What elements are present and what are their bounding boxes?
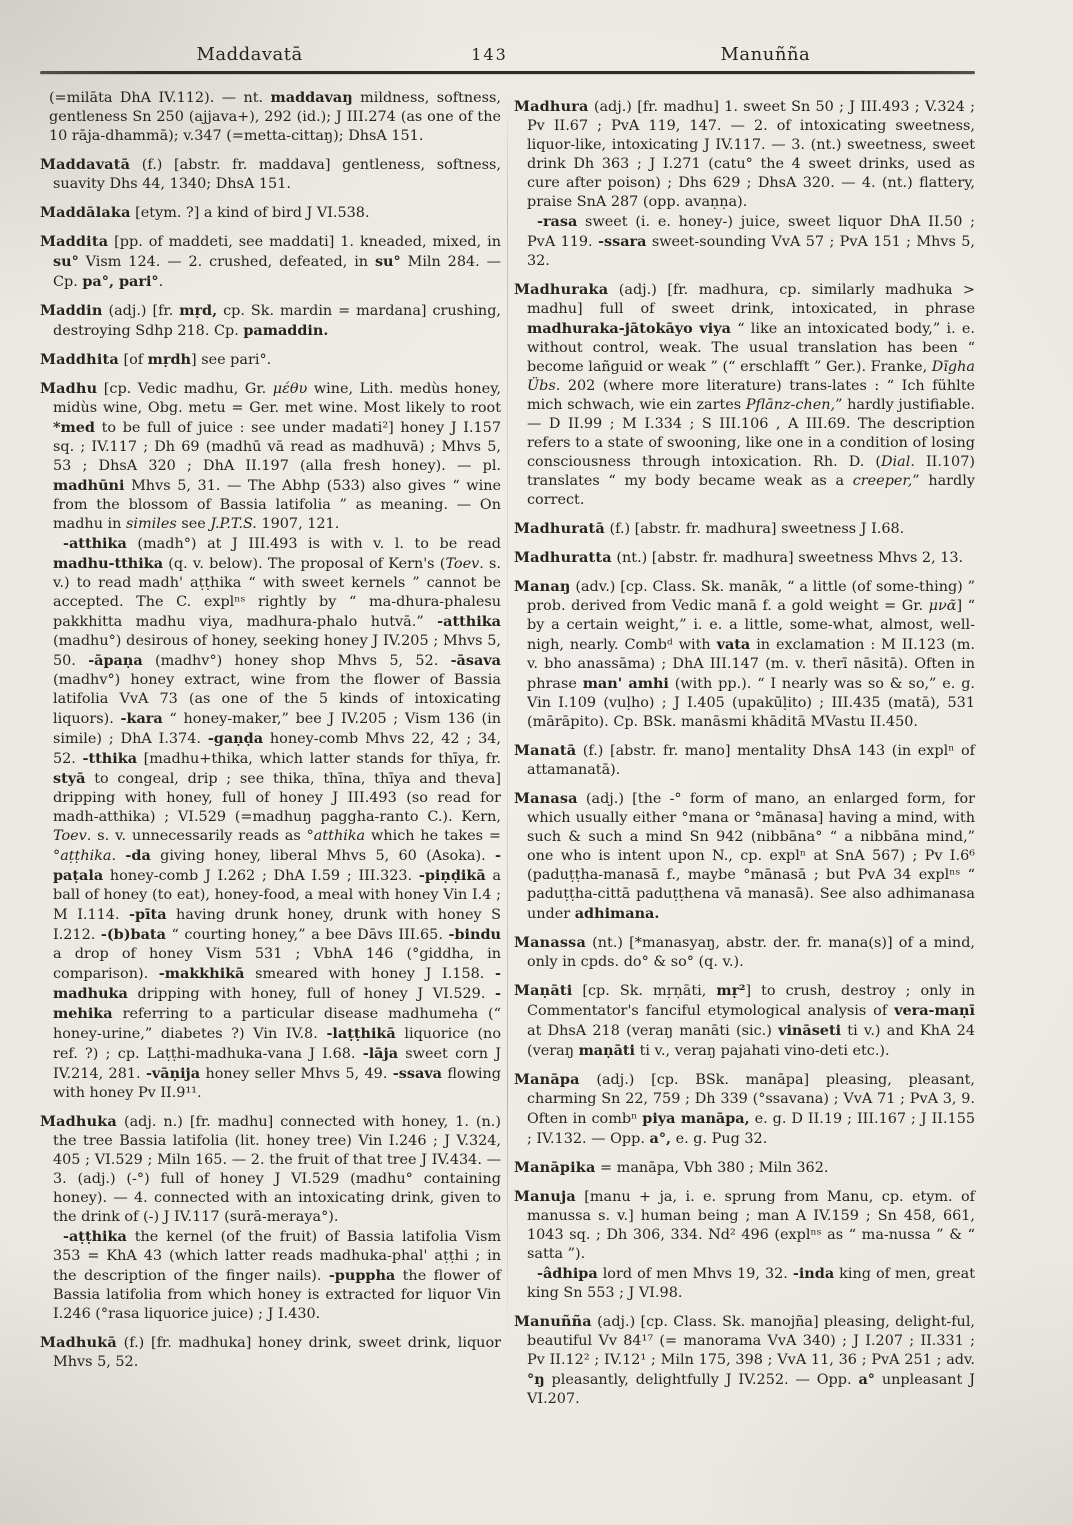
italic-text: Pflānz-chen,	[745, 397, 836, 413]
bold-text: -laṭṭhikā	[326, 1025, 396, 1042]
dictionary-entry	[40, 155, 501, 194]
bold-text: mṛd,	[179, 302, 218, 319]
entry-compound-list	[514, 212, 975, 271]
bold-text: -ssava	[392, 1065, 442, 1082]
column-right	[514, 88, 975, 1409]
bold-text: -āsava	[450, 652, 501, 669]
bold-text: -atthika	[63, 535, 127, 552]
plain-text: (adj. n.) [fr. madhu] connected with honey, 1. (n.) the tree Bassia latifolia (lit. honey tree) Vin I.246 ; J V.324, 405 ; VI.529 ; Miln 165. — 2. the fruit of that tree J IV.434. — 3. (adj.) (-°) full of honey J VI.529 (madhu° containing honey). — 4. connected with an intoxicating drink, given to the drink of (-) J IV.117 (surā-meraya°).	[53, 1114, 501, 1225]
plain-text: (with pp.). “ I nearly was so & so,” e. g. Vin I.109 (vuḷho) ; J I.405 (upakūḷito) ; III.435 (matā), 531 (mārāpito). Cp. BSk. manāsmi khāditā MVastu II.450.	[527, 676, 975, 730]
plain-text: (adj.) [fr. madhu] 1. sweet Sn 50 ; J III.493 ; V.324 ; Pv II.67 ; PvA 119, 147. — 2. of intoxicating sweetness, liquor-like, intoxicating J IV.117. — 3. (nt.) sweetness, sweet drink Dh 363 ; J I.271 (catu° the 4 sweet drinks, used as cure after poison) ; Dhs 629 ; DhsA 320. — 4. (nt.) flattery, praise SnA 287 (opp. avaṇṇa).	[527, 99, 975, 210]
entry-headword: Madhuraka	[514, 281, 609, 298]
bold-text: pamaddin.	[243, 322, 329, 339]
entry-headword: Maddin	[40, 302, 103, 319]
entry-compound-list	[40, 1227, 501, 1324]
entry-headword: Maṇāti	[514, 982, 573, 999]
italic-text: Dial.	[881, 454, 915, 470]
entry-headword: Maddita	[40, 233, 109, 250]
plain-text: ] to crush, destroy ; only in Commentator's fanciful etymological analysis of	[527, 983, 975, 1019]
italic-text: Dīgha Übs.	[527, 359, 975, 394]
dictionary-entry	[40, 203, 501, 223]
plain-text: Mhvs 5, 31. — The Abhp (533) also gives “ wine from the blossom of Bassia latifolia ” as meaning. — On madhu in	[53, 478, 501, 532]
italic-text: μέθυ	[272, 381, 308, 397]
plain-text: liquorice (no ref. ?) ; cp. Laṭṭhi-madhuka-vana J I.68.	[53, 1026, 501, 1062]
plain-text: ti v.) and KhA 24 (veraŋ	[527, 1023, 975, 1059]
plain-text: (nt.) [abstr. fr. madhura] sweetness Mhvs 2, 13.	[611, 550, 964, 566]
plain-text: which he takes =	[365, 828, 501, 844]
plain-text: Vism 124. — 2. crushed, defeated, in	[78, 254, 375, 270]
text-columns	[40, 88, 975, 1409]
plain-text: .	[158, 274, 164, 290]
plain-text: (f.) [abstr. fr. mano] mentality DhsA 143 (in explⁿ of attamanatā).	[527, 743, 975, 778]
dictionary-entry	[514, 548, 975, 568]
bold-text: -bindu	[448, 926, 501, 943]
plain-text: see	[176, 516, 211, 532]
plain-text: [cp. Sk. mṛṇāti,	[572, 983, 717, 999]
plain-text: a ball of honey (to eat), honey-food, a meal with honey Vin I.4 ; M I.114.	[53, 868, 502, 923]
dictionary-entry	[40, 1112, 501, 1227]
bold-text: -vāṇija	[145, 1065, 201, 1082]
plain-text: ” hardly justifiable. — D II.99 ; M I.334 ; S III.106 , A III.69. The description refers to a state of swooning, like one in a condition of losing consciousness through intoxication. Rh. D. (	[527, 397, 975, 470]
plain-text: wine, Lith. medùs honey, midùs wine, Obg. metu = Ger. met wine. Most likely to root	[53, 381, 501, 416]
plain-text: .	[111, 848, 126, 864]
entry-compound-list	[40, 534, 501, 1103]
entry-headword: Manaŋ	[514, 578, 571, 595]
dictionary-entry	[40, 232, 501, 292]
bold-text: -ssara	[598, 233, 647, 250]
entry-headword: Madhuratta	[514, 549, 612, 566]
dictionary-entry	[40, 301, 501, 341]
bold-text: adhimana.	[574, 905, 660, 922]
dictionary-entry	[514, 1158, 975, 1178]
plain-text: (madhv°) honey extract, wine from the flower of Bassia latifolia VvA 73 (as one of the 5 kinds of intoxicating liquors).	[53, 672, 501, 727]
plain-text: (f.) [abstr. fr. maddava] gentleness, softness, suavity Dhs 44, 1340; DhsA 151.	[53, 157, 501, 192]
plain-text: . s. v. unnecessarily reads as	[86, 828, 307, 844]
plain-text: sweet corn J IV.214, 281.	[53, 1046, 501, 1082]
plain-text: (madhv°) honey shop Mhvs 5, 52.	[142, 653, 451, 669]
plain-text: referring to a particular disease madhumeha (“ honey-urine,” diabetes ?) Vin IV.8.	[53, 1006, 501, 1042]
bold-text: -tthika	[82, 750, 138, 767]
plain-text: smeared with honey J I.158.	[244, 966, 495, 982]
plain-text: II.107) translates “ my body became weak as a	[527, 454, 975, 489]
bold-text: su°	[374, 253, 401, 270]
bold-text: madhuraka-jātokāyo viya	[527, 320, 731, 337]
bold-text: mṛdh	[147, 351, 191, 368]
plain-text: ti v., veraŋ pajahati vino-deti etc.).	[635, 1043, 890, 1059]
plain-text: honey seller Mhvs 5, 49.	[200, 1066, 393, 1082]
bold-text: -puppha	[328, 1267, 396, 1284]
bold-text: styā	[53, 770, 86, 787]
bold-text: -madhuka	[53, 965, 501, 1002]
entry-headword: Maddhita	[40, 351, 119, 368]
bold-text: -paṭala	[53, 847, 501, 884]
bold-text: su°	[53, 253, 79, 270]
page-content	[40, 0, 975, 1409]
dictionary-entry	[40, 350, 501, 370]
plain-text: 1907, 121.	[256, 516, 340, 532]
plain-text: king of men, great king Sn 553 ; J VI.98.	[527, 1266, 975, 1301]
plain-text: (f.) [fr. madhuka] honey drink, sweet drink, liquor Mhvs 5, 52.	[53, 1335, 501, 1370]
plain-text: (adj.) [fr.	[102, 303, 180, 319]
italic-text: Toev	[445, 556, 480, 572]
plain-text: sweet (i. e. honey-) juice, sweet liquor DhA II.50 ; PvA 119.	[527, 214, 975, 250]
plain-text: giving honey, liberal Mhvs 5, 60 (Asoka).	[150, 848, 496, 864]
entry-headword: Maddālaka	[40, 204, 131, 221]
plain-text: (nt.) [*manasyaŋ, abstr. der. fr. mana(s)] of a mind, only in cpds. do° & so° (q. v.).	[527, 935, 975, 970]
plain-text: honey-comb J I.262 ; DhA I.59 ; III.323.	[103, 868, 419, 884]
dictionary-entry	[514, 97, 975, 212]
bold-text: a°	[858, 1371, 875, 1388]
bold-text: man' amhi	[582, 675, 669, 692]
bold-text: -makkhikā	[158, 965, 245, 982]
bold-text: -âdhipa	[537, 1265, 598, 1282]
plain-text: ] “ by a certain weight,” i. e. a little, some-what, almost, well-nigh, nearly. Combᵈ with	[527, 598, 976, 653]
plain-text: [madhu+thika, which latter stands for thīya, fr.	[137, 751, 501, 767]
dictionary-entry	[40, 88, 501, 146]
italic-text: similes	[126, 516, 177, 532]
entry-headword: Manāpika	[514, 1159, 596, 1176]
plain-text: . s. v.) to read madh' aṭṭhika “ with sweet kernels ” cannot be accepted. The C. explⁿˢ rightly by “ ma-dhura-phalesu pakkhitta madhu viya, madhura-phalo hutvā.”	[53, 556, 502, 630]
plain-text: a drop of honey Vism 531 ; VbhA 146 (°giddha, in comparison).	[53, 946, 501, 982]
bold-text: -gaṇḍa	[207, 730, 264, 747]
italic-text: °aṭṭhika	[53, 848, 112, 864]
plain-text: having drunk honey, drunk with honey S I.212.	[53, 907, 501, 943]
plain-text: (adj.) [fr. madhura, cp. similarly madhuka > madhu] full of sweet drink, intoxicated, in phrase	[527, 282, 975, 317]
entry-headword: Madhu	[40, 380, 98, 397]
plain-text: the kernel (of the fruit) of Bassia latifolia Vism 353 = KhA 43 (which latter reads madhuka-phal' aṭṭhi ; in the description of the finger nails).	[53, 1229, 501, 1284]
plain-text: [pp. of maddeti, see maddati] 1. kneaded, mixed, in	[108, 234, 501, 250]
bold-text: -aṭṭhika	[63, 1228, 127, 1245]
bold-text: vināseti	[778, 1022, 842, 1039]
plain-text: Miln 284. — Cp.	[53, 254, 501, 290]
bold-text: madhūni	[53, 477, 125, 494]
plain-text: (adj.) [the -° form of mano, an enlarged form, for which usually either °mana or °mānasa] having a mind, with such & such a mind Sn 942 (nibbāna° “ a nibbāna mind,” one who is intent upon N., cp. explⁿ at SnA 567) ; Pv I.6⁶ (paduṭṭha-manasā f., maybe °mānasā ; but PvA 34 explⁿˢ “ paduṭṭha-cittā paduṭṭhena vā manasā). See also adhimanasa under	[527, 791, 975, 922]
plain-text: (adv.) [cp. Class. Sk. manāk, “ a little (of some-thing) ” prob. derived from Vedic manā f. a gold weight = Gr.	[527, 579, 975, 614]
dictionary-entry	[40, 1333, 501, 1372]
entry-headword: Manuñña	[514, 1313, 592, 1330]
entry-headword: Manatā	[514, 742, 577, 759]
running-head-right: Manuñña	[720, 44, 811, 65]
bold-text: -kara	[120, 710, 163, 727]
dictionary-entry	[514, 280, 975, 510]
bold-text: madhu-tthika	[53, 555, 164, 572]
header-rule	[40, 71, 975, 74]
dictionary-entry	[514, 933, 975, 972]
dictionary-entry	[514, 1312, 975, 1409]
plain-text: to congeal, drip ; see thika, thīna, thīya and theva] dripping with honey, full of honey J III.493 (so read for madh-atthika) ; VI.529 (=madhuŋ paggha-ranto C.). Kern,	[53, 771, 501, 825]
entry-headword: Manasa	[514, 790, 578, 807]
bold-text: maddavaŋ	[270, 89, 353, 106]
entry-headword: Madhukā	[40, 1334, 117, 1351]
plain-text: “ courting honey,” a bee Dāvs III.65.	[165, 927, 449, 943]
plain-text: (adj.) [cp. BSk. manāpa] pleasing, pleasant, charming Sn 22, 759 ; Dh 339 (°ssavana) ; VvA 71 ; PvA 3, 9. Often in combⁿ	[527, 1072, 975, 1127]
dictionary-entry	[40, 379, 501, 534]
plain-text: (q. v. below). The proposal of Kern's (	[163, 556, 446, 572]
plain-text: e. g. D II.19 ; III.167 ; J II.155 ; IV.132. — Opp.	[527, 1111, 975, 1147]
italic-text: °atthika	[306, 828, 366, 844]
bold-text: mṛ²	[716, 982, 746, 999]
plain-text: in exclamation : M II.123 (m. v. bho anassāma) ; DhA III.147 (m. v. therī nāsitā). Often in phrase	[527, 637, 975, 692]
entry-headword: Maddavatā	[40, 156, 131, 173]
entry-headword: Manassa	[514, 934, 586, 951]
plain-text: = manāpa, Vbh 380 ; Miln 362.	[595, 1160, 829, 1176]
dictionary-entry	[514, 789, 975, 924]
plain-text: [manu + ja, i. e. sprung from Manu, cp. etym. of manussa s. v.] human being ; man A IV.159 ; Sn 458, 661, 1043 sq. ; Dh 306, 334. Nd² 496 (explⁿˢ as “ ma-nussa ” & “ satta ”).	[527, 1189, 975, 1262]
bold-text: -āpaṇa	[88, 652, 143, 669]
plain-text: flowing with honey Pv II.9¹¹.	[53, 1066, 501, 1101]
plain-text: 202 (where more literature) trans-lates : “ Ich fühlte mich schwach, wie ein zartes	[527, 378, 975, 413]
italic-text: μνᾶ	[928, 598, 957, 614]
plain-text: ” hardly correct.	[527, 473, 975, 508]
bold-text: -da	[125, 847, 151, 864]
bold-text: -(b)bata	[100, 926, 166, 943]
bold-text: vera-maṇī	[894, 1002, 975, 1019]
plain-text: mildness, softness, gentleness Sn 250 (ajjava+), 292 (id.); J III.274 (as one of the 10 rāja-dhammā); v.347 (=metta-cittaŋ); DhsA 151.	[49, 90, 501, 144]
plain-text: (madh°) at J III.493 is with v. l. to be read	[126, 536, 501, 552]
plain-text: pleasantly, delightfully J IV.252. — Opp.	[544, 1372, 859, 1388]
bold-text: pa°, pari°	[82, 273, 159, 290]
plain-text: the flower of Bassia latifolia from which honey is extracted for liquor Vin I.246 (°rasa liquorice juice) ; J I.430.	[53, 1268, 501, 1322]
bold-text: *med	[53, 419, 95, 436]
bold-text: -lāja	[362, 1045, 399, 1062]
plain-text: sweet-sounding VvA 57 ; PvA 151 ; Mhvs 5, 32.	[527, 234, 975, 269]
plain-text: [cp. Vedic madhu, Gr.	[97, 381, 273, 397]
bold-text: -atthika	[437, 613, 501, 630]
plain-text: [etym. ?] a kind of bird J VI.538.	[130, 205, 370, 221]
plain-text: (adj.) [cp. Class. Sk. manojña] pleasing, delight-ful, beautiful Vv 84¹⁷ (= manorama VvA 340) ; J I.207 ; II.331 ; Pv II.12² ; IV.12¹ ; Miln 175, 398 ; VvA 11, 36 ; PvA 251 ; adv.	[527, 1314, 975, 1368]
dictionary-entry	[514, 981, 975, 1061]
plain-text: “ like an intoxicated body,” i. e. without control, weak. The usual translation has been “ become lañguid or weak ” (“ erschlafft ” Ger.). Franke,	[527, 321, 975, 375]
italic-text: J.P.T.S.	[210, 516, 257, 532]
plain-text: at DhsA 218 (veraŋ manāti (sic.)	[527, 1023, 779, 1039]
plain-text: (=milāta DhA IV.112). — nt.	[49, 90, 271, 106]
plain-text: cp. Sk. mardin = mardana] crushing, destroying Sdhp 218. Cp.	[53, 303, 501, 339]
bold-text: piya manāpa,	[642, 1110, 750, 1127]
bold-text: -inda	[792, 1265, 835, 1282]
plain-text: honey-comb Mhvs 22, 42 ; 34, 52.	[53, 731, 501, 767]
plain-text: to be full of juice : see under madati²] honey J I.157 sq. ; IV.117 ; Dh 69 (madhū vā read as madhuvā) ; Mhvs 5, 53 ; DhsA 320 ; DhA II.197 (alla fresh honey). — pl.	[53, 420, 501, 474]
entry-headword: Manāpa	[514, 1071, 580, 1088]
plain-text: [of	[118, 352, 148, 368]
running-head-left: Maddavatā	[196, 44, 303, 65]
dictionary-entry	[514, 577, 975, 732]
dictionary-entry	[514, 1187, 975, 1264]
bold-text: -mehika	[53, 985, 501, 1022]
running-head	[40, 0, 975, 65]
plain-text: unpleasant J VI.207.	[527, 1372, 975, 1407]
bold-text: -rasa	[537, 213, 578, 230]
entry-headword: Madhuratā	[514, 520, 605, 537]
column-left	[40, 88, 501, 1409]
italic-text: Toev	[53, 828, 87, 844]
plain-text: (f.) [abstr. fr. madhura] sweetness J I.68.	[604, 521, 905, 537]
plain-text: ] see pari°.	[191, 352, 272, 368]
entry-headword: Madhuka	[40, 1113, 117, 1130]
entry-compound-list	[514, 1264, 975, 1303]
dictionary-entry	[514, 1070, 975, 1149]
entry-headword: Madhura	[514, 98, 589, 115]
plain-text: “ honey-maker,” bee J IV.205 ; Vism 136 (in simile) ; DhA I.374.	[53, 711, 501, 747]
bold-text: -pīta	[129, 906, 167, 923]
dictionary-entry	[514, 519, 975, 539]
plain-text: (madhu°) desirous of honey, seeking honey J IV.205 ; Mhvs 5, 50.	[53, 633, 501, 669]
bold-text: -piṇḍikā	[418, 867, 486, 884]
bold-text: vata	[716, 636, 751, 653]
bold-text: °ŋ	[527, 1371, 545, 1388]
bold-text: maṇāti	[578, 1042, 636, 1059]
plain-text: dripping with honey, full of honey J VI.529.	[127, 986, 496, 1002]
dictionary-entry	[514, 741, 975, 780]
bold-text: a°,	[649, 1130, 672, 1147]
plain-text: lord of men Mhvs 19, 32.	[597, 1266, 793, 1282]
italic-text: creeper,	[852, 473, 913, 489]
entry-headword: Manuja	[514, 1188, 576, 1205]
page-number: 143	[471, 45, 508, 64]
plain-text: e. g. Pug 32.	[671, 1131, 768, 1147]
